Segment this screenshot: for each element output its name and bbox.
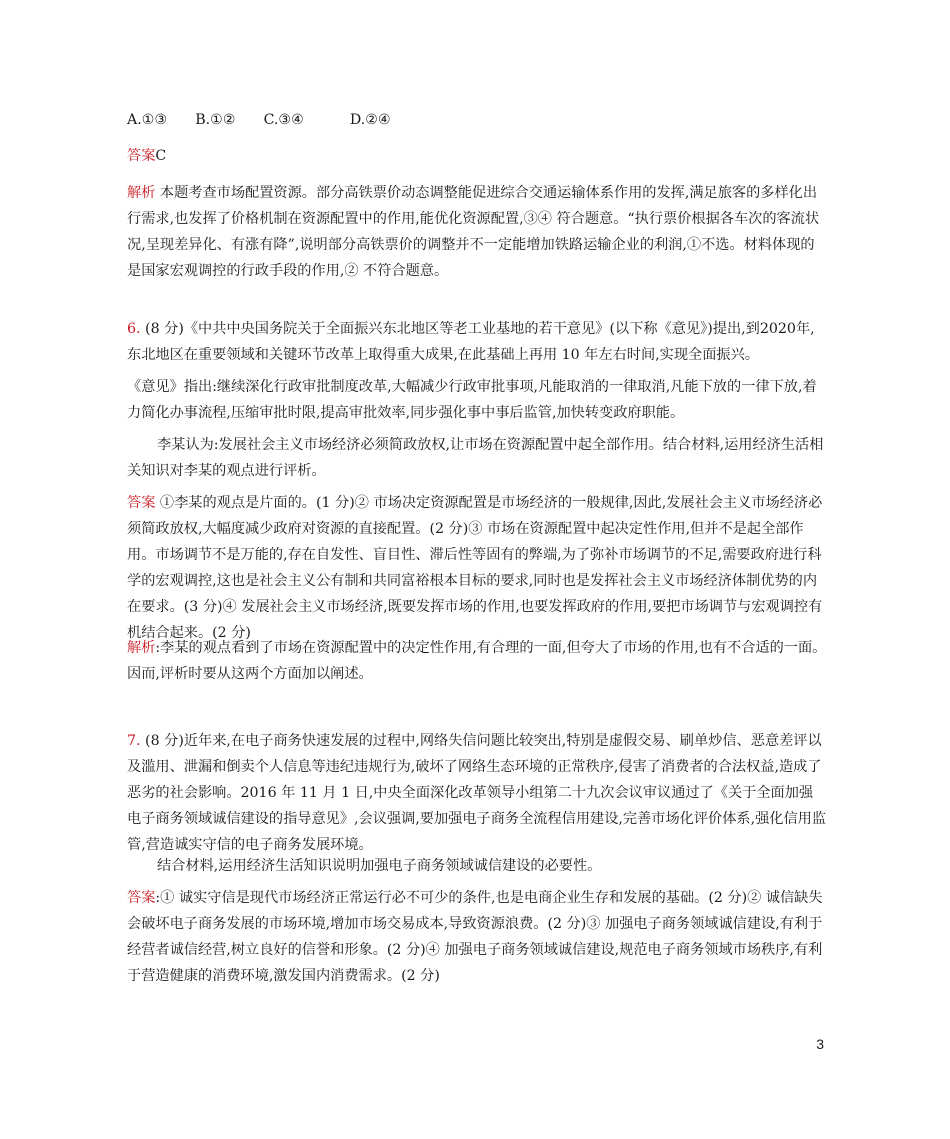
page-number: 3: [816, 1036, 824, 1052]
option-c: C.③④: [263, 112, 304, 128]
answer-text: :① 诚实守信是现代市场经济正常运行必不可少的条件,也是电商企业生存和发展的基础。(2 分)② 诚信缺失会破坏电子商务发展的市场环境,增加市场交易成本,导致资源浪费。(2 分)③ 加强电子商务领域诚信建设,有利于经营者诚信经营,树立良好的信誉和形象。(2 分)④ 加强电子商务领域诚信建设,规范电子商务领域市场秩序,有利于营造健康的消费环境,激发国内消费需求。(2 分): [127, 890, 823, 984]
option-d: D.②④: [349, 112, 391, 128]
answer-label: 答案: [127, 495, 156, 511]
q7-stem: [127, 728, 827, 858]
option-a: A.①③: [127, 112, 168, 128]
q6-answer: [127, 490, 827, 646]
question-number: 6.: [127, 321, 141, 337]
answer-label: 答案: [127, 148, 156, 164]
question-stem: (8 分)近年来,在电子商务快速发展的过程中,网络失信问题比较突出,特别是虚假交易、刷单炒信、恶意差评以及滥用、泄漏和倒卖个人信息等违纪违规行为,破坏了网络生态环境的正常秩序,侵害了消费者的合法权益,造成了恶劣的社会影响。2016 年 11 月 1 日,中央全面深化改革领导小组第二十九次会议审议通过了《关于全面加强电子商务领域诚信建设的指导意见》,会议强调,要加强电子商务全流程信用建设,完善市场化评价体系,强化信用监管,营造诚实守信的电子商务发展环境。: [127, 733, 827, 853]
q6-analysis: [127, 635, 827, 687]
q5-options: [127, 107, 827, 133]
question-number: 7.: [127, 733, 141, 749]
q5-answer: [127, 143, 827, 169]
q6-question: 李某认为:发展社会主义市场经济必须简政放权,让市场在资源配置中起全部作用。结合材料,运用经济生活相关知识对李某的观点进行评析。: [127, 437, 824, 479]
answer-text: ①李某的观点是片面的。(1 分)② 市场决定资源配置是市场经济的一般规律,因此,发展社会主义市场经济必须简政放权,大幅度减少政府对资源的直接配置。(2 分)③ 市场在资源配置中起决定性作用,但并不是起全部作用。市场调节不是万能的,存在自发性、盲目性、滞后性等固有的弊端,为了弥补市场调节的不足,需要政府进行科学的宏观调控,这也是社会主义公有制和共同富裕根本目标的要求,同时也是发挥社会主义市场经济体制优势的内在要求。(3 分)④ 发展社会主义市场经济,既要发挥市场的作用,也要发挥政府的作用,要把市场调节与宏观调控有机结合起来。(2 分): [127, 495, 823, 641]
analysis-label: 解析: [127, 640, 156, 656]
question-stem: (8 分)《中共中央国务院关于全面振兴东北地区等老工业基地的若干意见》(以下称《意见》)提出,到2020年,东北地区在重要领域和关键环节改革上取得重大成果,在此基础上再用 10 年左右时间,实现全面振兴。: [127, 321, 815, 363]
q5-analysis: [127, 180, 827, 284]
answer-value: C: [155, 148, 167, 164]
q6-material: 《意见》指出:继续深化行政审批制度改革,大幅减少行政审批事项,凡能取消的一律取消,凡能下放的一律下放,着力简化办事流程,压缩审批时限,提高审批效率,同步强化事中事后监管,加快转变政府职能。: [127, 379, 817, 421]
option-b: B.①②: [195, 112, 236, 128]
analysis-label: 解析: [127, 185, 156, 201]
q6-stem: [127, 316, 827, 368]
analysis-text: 本题考查市场配置资源。部分高铁票价动态调整能促进综合交通运输体系作用的发挥,满足旅客的多样化出行需求,也发挥了价格机制在资源配置中的作用,能优化资源配置,③④ 符合题意。“执行票价根据各车次的客流状况,呈现差异化、有涨有降”,说明部分高铁票价的调整并不一定能增加铁路运输企业的利润,①不选。材料体现的是国家宏观调控的行政手段的作用,② 不符合题意。: [127, 185, 820, 279]
answer-label: 答案: [127, 890, 156, 906]
q7-question: 结合材料,运用经济生活知识说明加强电子商务领域诚信建设的必要性。: [157, 858, 602, 874]
analysis-text: :李某的观点看到了市场在资源配置中的决定性作用,有合理的一面,但夸大了市场的作用,也有不合适的一面。因而,评析时要从这两个方面加以阐述。: [127, 640, 827, 682]
q7-answer: [127, 885, 827, 989]
